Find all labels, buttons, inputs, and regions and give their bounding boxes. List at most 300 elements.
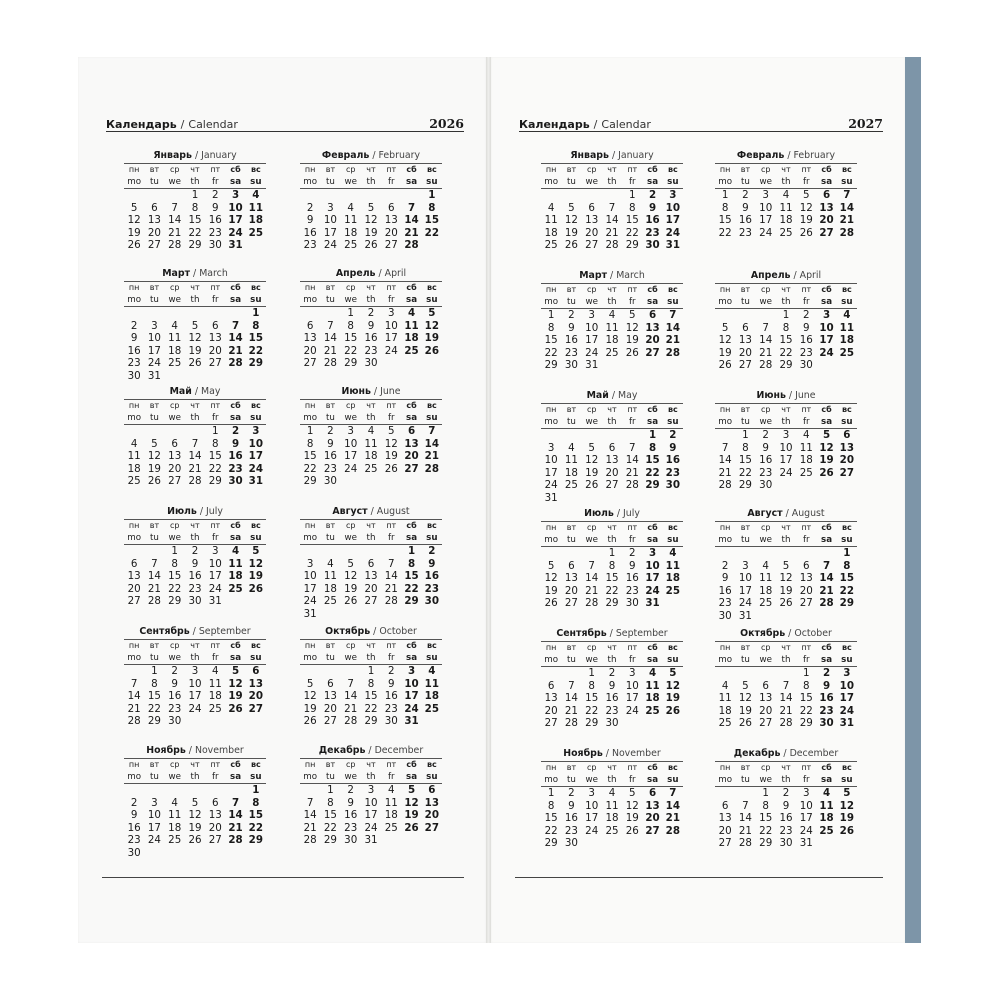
day-cell: 12 (564, 214, 578, 226)
days-grid (715, 309, 857, 372)
weekday-en: su (426, 772, 438, 782)
day-cell: 30 (208, 239, 222, 251)
weekday-en: th (190, 295, 200, 305)
day-cell: 28 (303, 834, 317, 846)
weekday-ru: вт (566, 165, 577, 174)
weekday-ru: сб (406, 283, 417, 292)
weekday-ru: ср (586, 285, 597, 294)
empty-cell (361, 189, 381, 202)
weekday-ru: чт (190, 760, 200, 769)
weekday-en: we (168, 772, 181, 782)
day-cell: 29 (839, 597, 855, 609)
weekday-ru: чт (366, 760, 376, 769)
day-cell: 8 (151, 677, 158, 690)
day-cell: 9 (568, 799, 575, 812)
day-cell: 1 (407, 545, 416, 557)
day-cell: 21 (665, 812, 681, 824)
weekday-en: fr (628, 177, 636, 187)
day-cell: 12 (665, 679, 681, 692)
empty-cell (124, 665, 144, 678)
weekday-en: sa (230, 772, 242, 782)
day-cell: 14 (819, 572, 834, 584)
day-cell: 28 (424, 462, 440, 475)
day-cell: 2 (130, 796, 138, 809)
day-cell: 15 (303, 450, 317, 462)
weekday-en: tu (149, 772, 159, 782)
month-name-en: February (793, 150, 836, 161)
day-cell: 16 (759, 454, 773, 466)
day-cell: 19 (738, 704, 752, 717)
day-cell: 20 (839, 454, 855, 466)
weekday-ru: ср (169, 165, 180, 174)
day-cell: 5 (822, 429, 831, 441)
month-separator: / (611, 150, 616, 161)
day-cell: 24 (147, 357, 161, 369)
weekday-ru: вт (740, 643, 751, 652)
day-cell: 16 (168, 690, 182, 702)
weekday-en: fr (802, 417, 810, 427)
title-separator: / (593, 118, 598, 131)
day-cell: 13 (544, 692, 558, 704)
day-cell: 10 (208, 557, 222, 570)
day-cell: 13 (127, 570, 141, 582)
day-cell: 31 (404, 715, 419, 727)
weekday-row-ru (541, 642, 683, 654)
day-cell: 8 (367, 677, 375, 690)
day-cell: 19 (585, 466, 599, 479)
month-name-ru: Декабрь (733, 748, 781, 759)
day-cell: 24 (384, 344, 398, 357)
day-cell: 21 (127, 702, 141, 715)
weekday-ru: чт (366, 283, 376, 292)
day-cell: 7 (407, 201, 416, 214)
day-cell: 7 (191, 437, 199, 450)
day-cell: 17 (819, 334, 834, 346)
day-cell: 30 (718, 609, 732, 622)
day-cell: 16 (564, 812, 578, 824)
weekday-ru: сб (821, 285, 832, 294)
day-cell: 14 (665, 799, 681, 812)
weekday-ru: ср (760, 165, 771, 174)
day-cell: 27 (738, 359, 752, 371)
day-cell: 30 (127, 369, 141, 382)
day-cell: 18 (779, 214, 793, 226)
day-cell: 19 (248, 570, 264, 582)
day-cell: 9 (669, 441, 677, 454)
day-cell: 7 (231, 796, 240, 809)
days-grid (715, 667, 857, 730)
weekday-en: we (344, 177, 357, 187)
weekday-en: fr (387, 295, 395, 305)
weekday-en: sa (230, 295, 242, 305)
day-cell: 14 (168, 214, 182, 226)
weekday-en: mo (303, 177, 318, 187)
day-cell: 30 (127, 846, 141, 859)
weekday-en: mo (718, 655, 733, 665)
weekday-en: th (607, 775, 617, 785)
day-cell: 28 (344, 715, 358, 727)
day-cell: 1 (212, 425, 219, 437)
day-cell: 26 (665, 704, 681, 717)
weekday-row-ru (715, 284, 857, 296)
weekday-en: tu (325, 177, 335, 187)
day-cell: 13 (738, 334, 752, 346)
day-cell: 20 (127, 582, 141, 595)
weekday-row-ru (715, 522, 857, 534)
weekday-en: fr (387, 177, 395, 187)
day-cell: 20 (718, 824, 732, 837)
day-cell: 2 (822, 667, 831, 679)
day-cell: 18 (168, 821, 182, 834)
day-cell: 11 (344, 214, 358, 226)
day-cell: 13 (819, 201, 834, 214)
weekday-ru: чт (190, 521, 200, 530)
day-cell: 24 (303, 595, 317, 607)
day-cell: 17 (759, 214, 773, 226)
day-cell: 7 (608, 201, 616, 214)
day-cell: 14 (404, 214, 419, 226)
day-cell: 1 (191, 189, 199, 201)
weekday-ru: пт (386, 641, 397, 650)
weekday-ru: сб (647, 643, 658, 652)
day-cell: 5 (252, 545, 260, 557)
weekday-ru: пт (386, 401, 397, 410)
day-cell: 12 (248, 557, 264, 570)
day-cell: 20 (248, 690, 264, 702)
month-name-ru: Июль (167, 506, 197, 517)
day-cell: 19 (718, 346, 732, 359)
day-cell: 6 (822, 189, 831, 201)
empty-cell (541, 189, 561, 202)
day-cell: 25 (404, 344, 419, 357)
day-cell: 29 (323, 834, 337, 846)
day-cell: 24 (364, 821, 378, 834)
day-cell: 15 (188, 214, 202, 226)
month-title (541, 389, 683, 404)
day-cell: 5 (721, 321, 729, 334)
day-cell: 26 (404, 821, 419, 834)
day-cell: 30 (564, 837, 578, 849)
day-cell: 22 (323, 821, 337, 834)
day-cell: 5 (742, 679, 749, 692)
day-cell: 3 (191, 665, 199, 677)
day-cell: 1 (588, 667, 595, 679)
day-cell: 17 (625, 692, 639, 704)
day-cell: 18 (564, 466, 578, 479)
empty-cell (735, 787, 755, 800)
weekday-en: su (426, 295, 438, 305)
day-cell: 23 (188, 582, 202, 595)
day-cell: 6 (171, 437, 178, 450)
day-cell: 4 (608, 787, 616, 799)
day-cell: 25 (839, 346, 855, 359)
day-cell: 11 (799, 441, 813, 454)
day-cell: 27 (303, 357, 317, 369)
weekday-ru: чт (781, 643, 791, 652)
day-cell: 13 (645, 321, 660, 334)
weekday-ru: вс (426, 401, 437, 410)
day-cell: 16 (799, 334, 813, 346)
day-cell: 23 (738, 226, 752, 239)
empty-cell (185, 307, 205, 320)
day-cell: 24 (147, 834, 161, 846)
day-cell: 21 (228, 344, 243, 357)
day-cell: 14 (605, 214, 619, 226)
weekday-ru: пн (719, 523, 731, 532)
empty-cell (300, 189, 320, 202)
day-cell: 6 (547, 679, 555, 692)
weekday-ru: пн (719, 285, 731, 294)
day-cell: 14 (779, 692, 793, 704)
day-cell: 18 (839, 334, 855, 346)
day-cell: 6 (648, 309, 657, 321)
day-cell: 1 (151, 665, 158, 677)
weekday-en: we (168, 295, 181, 305)
day-cell: 25 (605, 824, 619, 837)
day-cell: 11 (424, 677, 440, 690)
weekday-ru: ср (760, 523, 771, 532)
days-grid (300, 307, 442, 370)
empty-cell (320, 545, 340, 558)
weekday-en: th (781, 177, 791, 187)
day-cell: 22 (544, 346, 558, 359)
day-cell: 11 (645, 679, 660, 692)
day-cell: 4 (648, 667, 657, 679)
day-cell: 28 (665, 346, 681, 359)
day-cell: 9 (327, 437, 334, 450)
day-cell: 25 (168, 834, 182, 846)
weekday-ru: ср (586, 523, 597, 532)
day-cell: 18 (759, 584, 773, 597)
month-name-en: August (376, 506, 410, 517)
weekday-en: tu (325, 295, 335, 305)
weekday-ru: чт (781, 523, 791, 532)
empty-cell (165, 189, 185, 202)
day-cell: 6 (648, 787, 657, 799)
day-cell: 26 (228, 702, 243, 715)
empty-cell (816, 547, 836, 560)
day-cell: 12 (544, 572, 558, 584)
day-cell: 30 (344, 834, 358, 846)
weekday-row-en (124, 176, 266, 189)
day-cell: 21 (168, 226, 182, 239)
day-cell: 14 (323, 332, 337, 344)
month-name-ru: Март (162, 268, 191, 279)
day-cell: 31 (248, 475, 264, 487)
day-cell: 3 (231, 189, 240, 201)
day-cell: 9 (347, 796, 354, 809)
day-cell: 29 (799, 717, 813, 729)
weekday-en: sa (821, 177, 833, 187)
day-cell: 13 (364, 570, 378, 582)
day-cell: 19 (127, 226, 141, 239)
day-cell: 10 (303, 570, 317, 582)
day-cell: 28 (188, 475, 202, 487)
day-cell: 16 (738, 214, 752, 226)
month-name-ru: Январь (570, 150, 609, 161)
day-cell: 23 (779, 824, 793, 837)
weekday-ru: ср (169, 401, 180, 410)
day-cell: 31 (208, 595, 222, 607)
day-cell: 2 (367, 307, 375, 319)
day-cell: 10 (585, 321, 599, 334)
weekday-ru: чт (190, 401, 200, 410)
day-cell: 1 (347, 307, 354, 319)
month-title (300, 149, 442, 164)
weekday-en: tu (149, 177, 159, 187)
days-grid (715, 189, 857, 239)
weekday-en: mo (718, 297, 733, 307)
day-cell: 10 (544, 454, 558, 466)
weekday-ru: ср (345, 760, 356, 769)
weekday-en: sa (230, 533, 242, 543)
weekday-en: sa (647, 655, 659, 665)
day-cell: 7 (669, 787, 677, 799)
day-cell: 27 (759, 717, 773, 729)
day-cell: 30 (188, 595, 202, 607)
day-cell: 16 (625, 572, 639, 584)
day-cell: 2 (347, 784, 354, 796)
day-cell: 30 (759, 479, 773, 491)
day-cell: 22 (605, 584, 619, 597)
day-cell: 15 (544, 334, 558, 346)
weekday-ru: чт (781, 763, 791, 772)
title-separator: / (180, 118, 185, 131)
day-cell: 4 (347, 201, 354, 214)
weekday-en: th (607, 417, 617, 427)
month-calendar (124, 149, 266, 252)
day-cell: 24 (344, 462, 358, 475)
month-calendar (300, 149, 442, 252)
day-cell: 23 (127, 357, 141, 369)
day-cell: 18 (645, 692, 660, 704)
weekday-row-en (300, 176, 442, 189)
day-cell: 2 (306, 201, 314, 214)
day-cell: 27 (544, 717, 558, 729)
weekday-en: sa (647, 775, 659, 785)
day-cell: 26 (799, 226, 813, 239)
empty-cell (124, 189, 144, 202)
day-cell: 24 (839, 704, 855, 717)
weekday-en: tu (325, 653, 335, 663)
weekday-en: we (759, 297, 772, 307)
day-cell: 20 (208, 344, 222, 357)
day-cell: 1 (428, 189, 436, 201)
weekday-ru: вс (841, 405, 852, 414)
day-cell: 29 (645, 479, 660, 491)
day-cell: 17 (188, 690, 202, 702)
day-cell: 12 (303, 690, 317, 702)
day-cell: 22 (147, 702, 161, 715)
weekday-ru: вт (740, 165, 751, 174)
day-cell: 18 (228, 570, 243, 582)
weekday-ru: сб (230, 521, 241, 530)
day-cell: 27 (384, 239, 398, 251)
day-cell: 11 (839, 321, 855, 334)
weekday-en: sa (647, 297, 659, 307)
month-title (541, 627, 683, 642)
month-calendar (124, 385, 266, 488)
month-title (715, 507, 857, 522)
empty-cell (124, 307, 144, 320)
day-cell: 19 (344, 582, 358, 595)
days-grid (124, 545, 266, 608)
day-cell: 1 (547, 309, 555, 321)
month-name-ru: Ноябрь (563, 748, 603, 759)
weekday-en: mo (544, 535, 559, 545)
day-cell: 8 (407, 557, 416, 570)
day-cell: 16 (779, 812, 793, 824)
day-cell: 15 (208, 450, 222, 462)
day-cell: 20 (585, 226, 599, 239)
day-cell: 31 (364, 834, 378, 846)
day-cell: 23 (344, 821, 358, 834)
day-cell: 5 (347, 557, 354, 570)
day-cell: 6 (803, 559, 810, 572)
weekday-ru: вт (740, 763, 751, 772)
weekday-row-en (124, 412, 266, 425)
day-cell: 12 (147, 450, 161, 462)
day-cell: 6 (252, 665, 260, 677)
day-cell: 16 (127, 344, 141, 357)
day-cell: 27 (585, 239, 599, 251)
day-cell: 4 (367, 425, 375, 437)
day-cell: 9 (822, 679, 831, 692)
day-cell: 5 (407, 784, 416, 796)
weekday-en: mo (718, 535, 733, 545)
empty-cell (715, 429, 735, 442)
day-cell: 5 (306, 677, 314, 690)
day-cell: 20 (605, 466, 619, 479)
weekday-en: su (667, 417, 679, 427)
day-cell: 18 (248, 214, 264, 226)
empty-cell (165, 425, 185, 438)
day-cell: 24 (799, 824, 813, 837)
day-cell: 13 (248, 677, 264, 690)
day-cell: 29 (585, 717, 599, 729)
weekday-en: we (168, 533, 181, 543)
weekday-en: tu (740, 297, 750, 307)
weekday-en: tu (149, 653, 159, 663)
weekday-en: su (426, 533, 438, 543)
day-cell: 3 (151, 319, 158, 332)
weekday-ru: пт (801, 165, 812, 174)
day-cell: 2 (782, 787, 790, 799)
month-name-en: October (794, 628, 832, 639)
empty-cell (541, 667, 561, 680)
weekday-ru: пн (545, 165, 557, 174)
day-cell: 4 (130, 437, 138, 450)
day-cell: 10 (585, 799, 599, 812)
day-cell: 19 (228, 690, 243, 702)
day-cell: 25 (718, 717, 732, 729)
days-grid (124, 189, 266, 252)
day-cell: 4 (428, 665, 436, 677)
weekday-ru: вс (426, 641, 437, 650)
weekday-en: sa (406, 295, 418, 305)
empty-cell (561, 547, 581, 560)
day-cell: 13 (384, 214, 398, 226)
weekday-en: th (781, 297, 791, 307)
day-cell: 14 (738, 812, 752, 824)
month-name-en: July (623, 508, 640, 519)
day-cell: 7 (568, 679, 575, 692)
day-cell: 25 (544, 239, 558, 251)
weekday-ru: пт (801, 405, 812, 414)
day-cell: 6 (428, 784, 436, 796)
weekday-ru: ср (760, 405, 771, 414)
day-cell: 29 (625, 239, 639, 251)
